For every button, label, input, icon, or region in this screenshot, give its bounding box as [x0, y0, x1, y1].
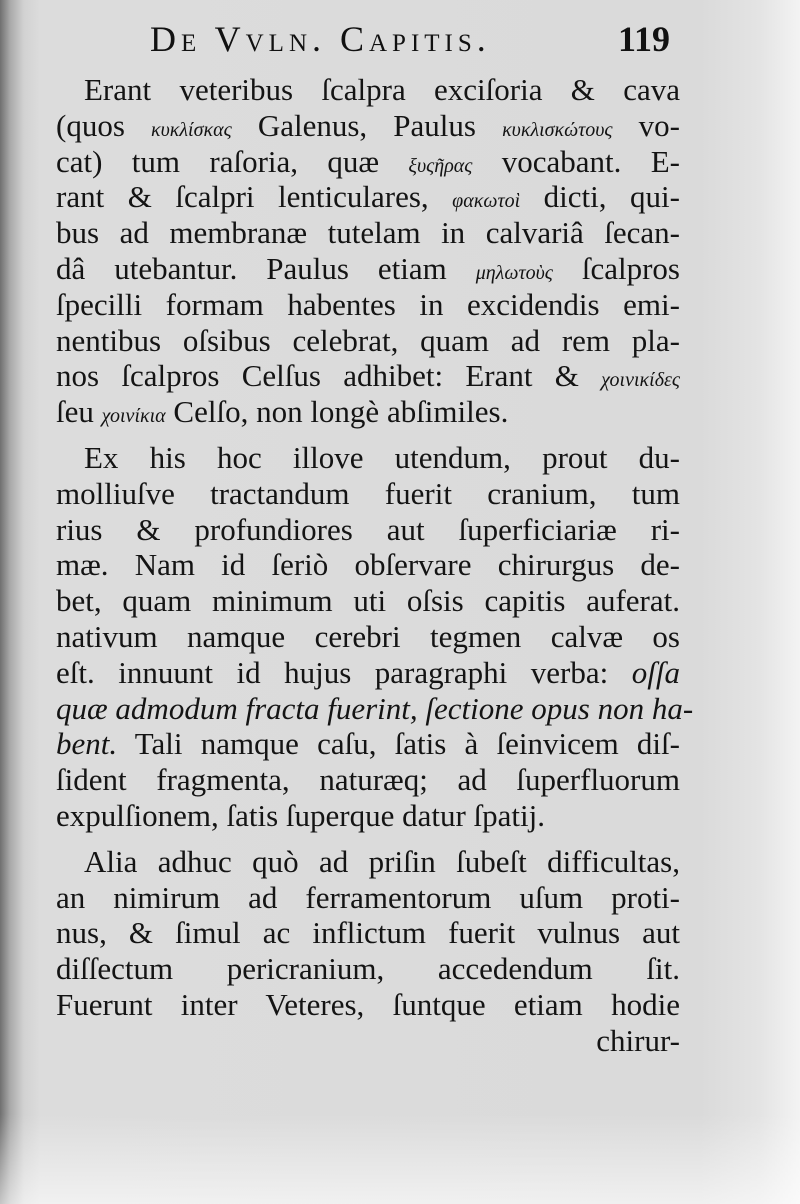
text-line: dâ utebantur. Paulus etiam μηλωτοὺς ſcalpros — [56, 250, 680, 286]
text-line: bus ad membranæ tutelam in calvariâ ſecan- — [56, 215, 680, 251]
text-line: bet, quam minimum uti oſsis capitis auferat. — [56, 583, 680, 619]
text-line: rant & ſcalpri lenticulares, φακωτοὶ dicti, qui- — [56, 179, 680, 215]
page-number: 119 — [617, 19, 670, 59]
text-line: nos ſcalpros Celſus adhibet: Erant & χοινικίδες — [56, 358, 680, 394]
text-line: quæ admodum fracta fuerint, ſectione opus non ha- — [56, 690, 694, 726]
text-line: an nimirum ad ferramentorum uſum proti- — [56, 879, 680, 915]
text-line: Fuerunt inter Veteres, ſuntque etiam hodie — [56, 986, 680, 1022]
text-line: ſpecilli formam habentes in excidendis emi- — [56, 286, 680, 322]
text-line: mæ. Nam id ſeriò obſervare chirurgus de- — [56, 547, 680, 583]
body-text — [56, 72, 694, 1059]
text-line: (quos κυκλίσκας Galenus, Paulus κυκλισκώτους vo- — [56, 107, 680, 143]
text-line: ſeu χοινίκια Celſo, non longè abſimiles. — [56, 394, 509, 430]
running-title: De Vvln. Capitis. — [150, 19, 491, 59]
text-line: Alia adhuc quò ad priſin ſubeſt difficultas, — [84, 843, 680, 879]
text-line: Erant veteribus ſcalpra exciſoria & cava — [84, 72, 680, 107]
text-line: eſt. innuunt id hujus paragraphi verba: oſſa — [56, 654, 680, 690]
text-line: bent. Tali namque caſu, ſatis à ſeinvicem diſ- — [56, 726, 680, 762]
text-line: nentibus oſsibus celebrat, quam ad rem pla- — [56, 322, 680, 358]
text-line: nus, & ſimul ac inflictum fuerit vulnus aut — [56, 915, 680, 951]
text-line: ſident fragmenta, naturæq; ad ſuperfluorum — [56, 762, 680, 798]
text-line: nativum namque cerebri tegmen calvæ os — [56, 618, 680, 654]
paragraph-1 — [56, 72, 680, 430]
text-line: molliuſve tractandum fuerit cranium, tum — [56, 475, 680, 511]
text-line: Ex his hoc illove utendum, prout du- — [84, 439, 680, 475]
paragraph-3 — [56, 844, 680, 1023]
text-line: diſſectum pericranium, accedendum ſit. — [56, 951, 680, 987]
text-line: rius & profundiores aut ſuperficiariæ ri- — [56, 511, 680, 547]
text-line: cat) tum raſoria, quæ ξυςῆρας vocabant. E- — [56, 143, 681, 179]
paragraph-2 — [56, 439, 694, 834]
text-line: expulſionem, ſatis ſuperque datur ſpatij. — [56, 797, 545, 833]
page-header — [150, 18, 670, 68]
catchword: chirur- — [596, 1022, 680, 1058]
